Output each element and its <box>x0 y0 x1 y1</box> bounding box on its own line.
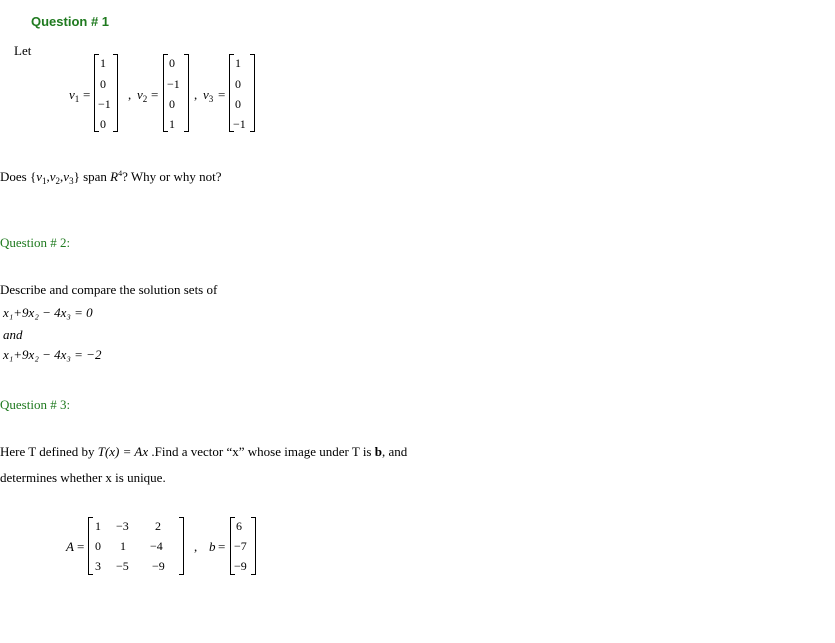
v2-entry: −1 <box>167 77 180 91</box>
A-entry: −3 <box>116 519 129 533</box>
comma: , <box>194 539 198 554</box>
v2-entry: 0 <box>169 97 175 111</box>
A-matrix <box>88 517 184 575</box>
v3-entry: 1 <box>235 56 241 70</box>
question-3-title: Question # 3: <box>0 397 71 412</box>
v3-matrix <box>229 54 255 132</box>
A-entry: 2 <box>155 519 161 533</box>
b-entry: −9 <box>234 559 247 573</box>
A-entry: −4 <box>150 539 163 553</box>
A-entry: 3 <box>95 559 101 573</box>
v3-entry: −1 <box>233 117 246 131</box>
v1-entry: −1 <box>98 97 111 111</box>
v2-label: $v_2$ <box>137 87 148 104</box>
A-entry: 1 <box>120 539 126 553</box>
b-vector <box>230 517 256 575</box>
v1-entry: 1 <box>100 56 106 70</box>
A-entry: 1 <box>95 519 101 533</box>
A-equals: = <box>77 539 85 554</box>
A-entry: −9 <box>152 559 165 573</box>
comma: , <box>194 87 198 102</box>
v3-equals: = <box>218 87 226 102</box>
v3-label: $v_3$ <box>203 87 214 104</box>
A-entry: 0 <box>95 539 101 553</box>
b-label: b <box>209 539 216 554</box>
and-text: and <box>3 327 23 342</box>
A-entry: −5 <box>116 559 129 573</box>
b-equals: = <box>218 539 226 554</box>
question-2-title: Question # 2: <box>0 235 71 250</box>
v2-entry: 0 <box>169 56 175 70</box>
v1-matrix <box>94 54 118 132</box>
q2-intro: Describe and compare the solution sets of <box>0 282 218 297</box>
q3-line-1: Here T defined by T(x) = Ax .Find a vector “x” whose image under T is b, and <box>0 444 408 459</box>
b-entry: 6 <box>236 519 242 533</box>
v1-label: $v_1$ <box>69 87 80 104</box>
q3-line-2: determines whether x is unique. <box>0 470 166 485</box>
v2-equals: = <box>151 87 159 102</box>
v2-entry: 1 <box>169 117 175 131</box>
v3-entry: 0 <box>235 77 241 91</box>
question-1-title: Question # 1 <box>31 14 110 29</box>
v2-matrix <box>163 54 189 132</box>
v1-equals: = <box>83 87 91 102</box>
v3-entry: 0 <box>235 97 241 111</box>
b-entry: −7 <box>234 539 247 553</box>
v1-entry: 0 <box>100 117 106 131</box>
let-text: Let <box>14 43 32 58</box>
comma: , <box>128 87 132 102</box>
span-question: Does $\{v_1,v_2,v_3\}$ span $R^4$? Why or why not? <box>0 169 222 186</box>
v1-entry: 0 <box>100 77 106 91</box>
A-label: A <box>66 539 74 554</box>
equation-2: x₁+9x₂ − 4x₃ = −2 <box>3 347 102 362</box>
equation-1: x₁+9x₂ − 4x₃ = 0 <box>3 305 93 320</box>
